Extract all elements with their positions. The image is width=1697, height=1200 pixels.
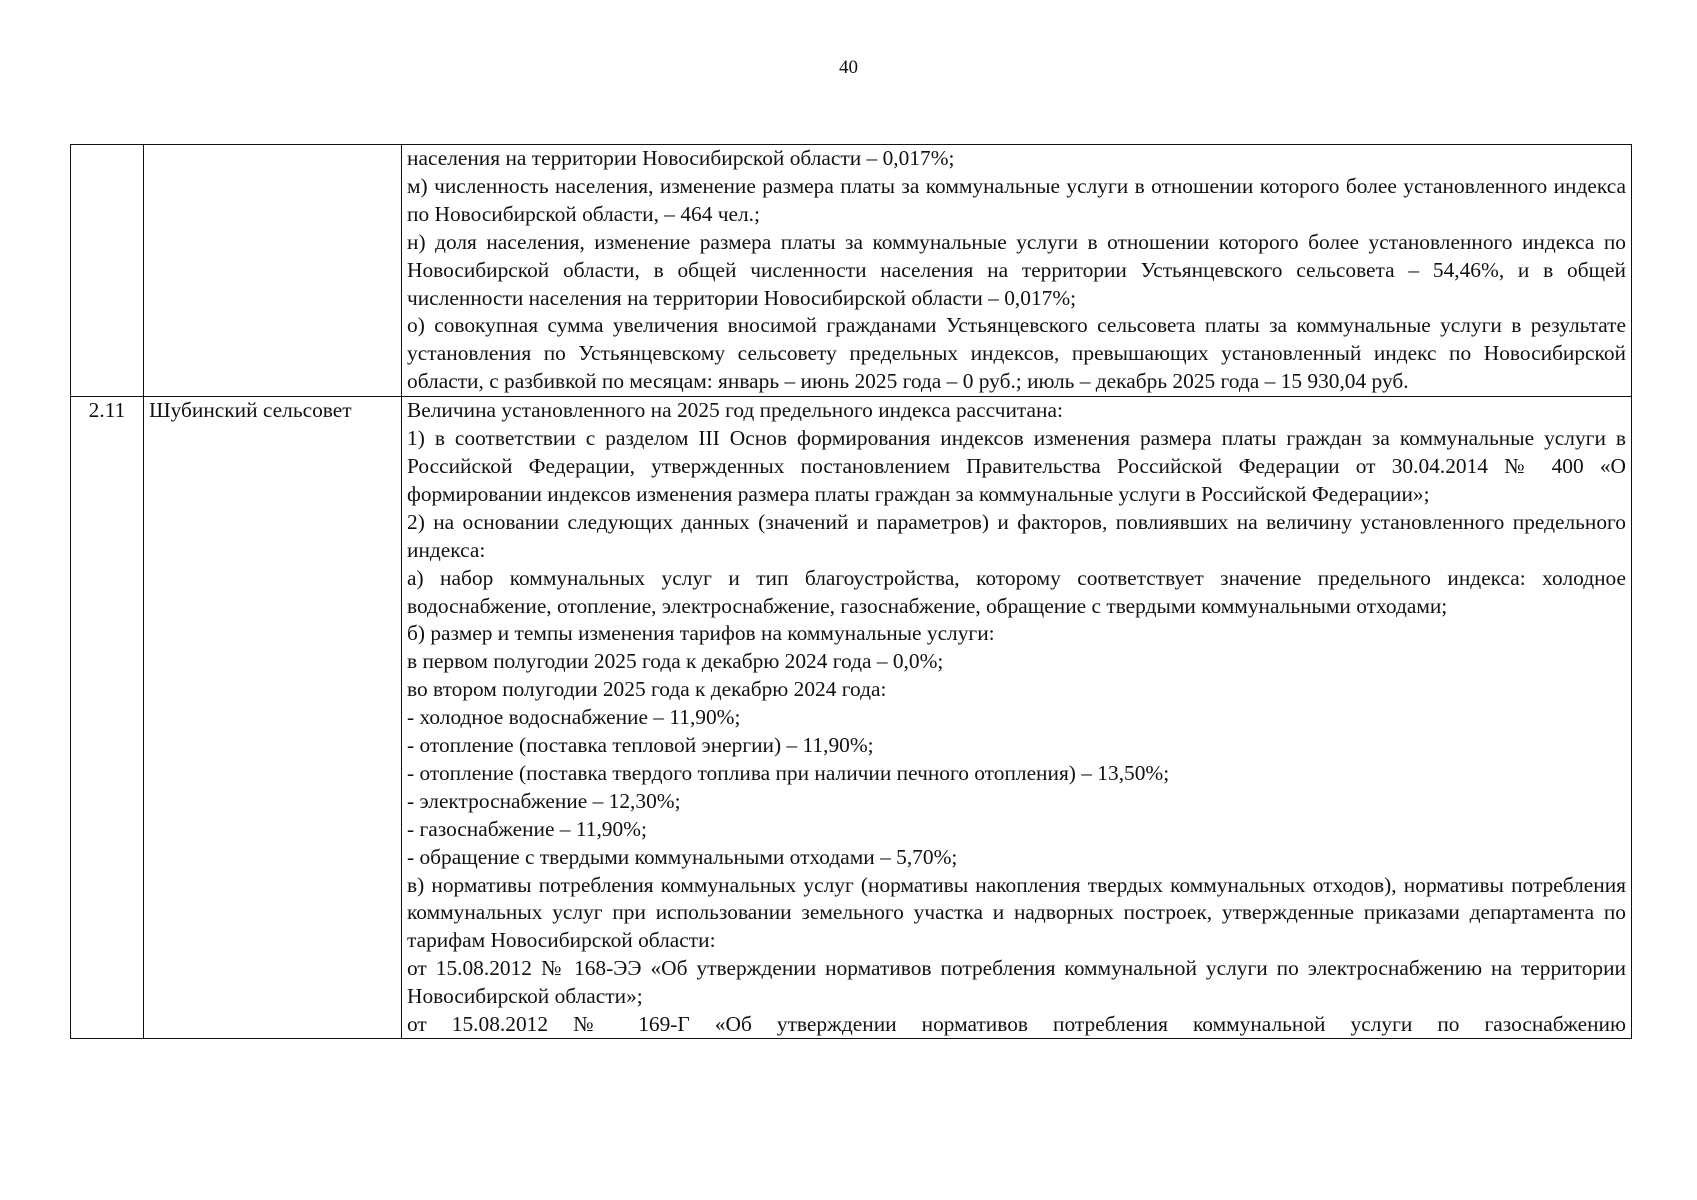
- paragraph: о) совокупная сумма увеличения вносимой гражданами Устьянцевского сельсовета платы за коммунальные услуги в результате установления по Устьянцевскому сельсовету предельных индексов, превышающих установленный индекс по Новосибирской области, с разбивкой по месяцам: январь – июнь 2025 года – 0 руб.; июль – декабрь 2025 года – 15 930,04 руб.: [407, 313, 1626, 394]
- paragraph: 1) в соответствии с разделом III Основ формирования индексов изменения размера платы граждан за коммунальные услуги в Российской Федерации, утвержденных постановлением Правительства Российской Федерации от 30.04.2014 № 400 «О формировании индексов изменения размера платы граждан за коммунальные услуги в Российской Федерации»;: [407, 426, 1626, 506]
- paragraph: Величина установленного на 2025 год предельного индекса рассчитана:: [407, 398, 1063, 423]
- paragraph: населения на территории Новосибирской области – 0,017%;: [407, 146, 955, 170]
- table-row: [71, 397, 1632, 1039]
- paragraph: от 15.08.2012 № 168-ЭЭ «Об утверждении нормативов потребления коммунальной услуги по электроснабжению на территории Новосибирской области»;: [407, 956, 1626, 1009]
- paragraph: - газоснабжение – 11,90%;: [407, 816, 647, 841]
- row-number-cell: [71, 145, 144, 397]
- paragraph: - холодное водоснабжение – 11,90%;: [407, 705, 741, 730]
- page-number: 40: [839, 57, 858, 78]
- description-cell: [402, 397, 1632, 1039]
- paragraph: н) доля населения, изменение размера платы за коммунальные услуги в отношении которого более установленного индекса по Новосибирской области, в общей численности населения на территории Устьянцевского сельсовета – 54,46%, и в общей численности населения на территории Новосибирской области – 0,017%;: [407, 229, 1626, 310]
- paragraph: в) нормативы потребления коммунальных услуг (нормативы накопления твердых коммунальных отходов), нормативы потребления коммунальных услуг при использовании земельного участка и надворных построек, утвержденные приказами департамента по тарифам Новосибирской области:: [407, 872, 1626, 953]
- paragraph: - электроснабжение – 12,30%;: [407, 788, 681, 813]
- paragraph: а) набор коммунальных услуг и тип благоустройства, которому соответствует значение предельного индекса: холодное водоснабжение, отопление, электроснабжение, газоснабжение, обращение с твердыми коммунальными отходами;: [407, 565, 1626, 618]
- paragraph: - отопление (поставка твердого топлива при наличии печного отопления) – 13,50%;: [407, 760, 1170, 785]
- paragraph: в первом полугодии 2025 года к декабрю 2024 года – 0,0%;: [407, 649, 944, 674]
- paragraph: - обращение с твердыми коммунальными отходами – 5,70%;: [407, 844, 958, 869]
- paragraph: м) численность населения, изменение размера платы за коммунальные услуги в отношении которого более установленного индекса по Новосибирской области, – 464 чел.;: [407, 173, 1626, 226]
- municipality-cell: Шубинский сельсовет: [144, 397, 402, 1039]
- description-cell: [402, 145, 1632, 397]
- paragraph: от 15.08.2012 № 169-Г «Об утверждении нормативов потребления коммунальной услуги по газоснабжению: [407, 1012, 1626, 1037]
- municipality-cell: [144, 145, 402, 397]
- row-number-cell: 2.11: [71, 397, 144, 1039]
- paragraph: б) размер и темпы изменения тарифов на коммунальные услуги:: [407, 621, 995, 646]
- table-row: [71, 145, 1632, 397]
- paragraph: - отопление (поставка тепловой энергии) – 11,90%;: [407, 733, 874, 758]
- paragraph: 2) на основании следующих данных (значений и параметров) и факторов, повлиявших на величину установленного предельного индекса:: [407, 509, 1626, 562]
- paragraph: во втором полугодии 2025 года к декабрю 2024 года:: [407, 677, 887, 702]
- indices-table: [70, 144, 1632, 1039]
